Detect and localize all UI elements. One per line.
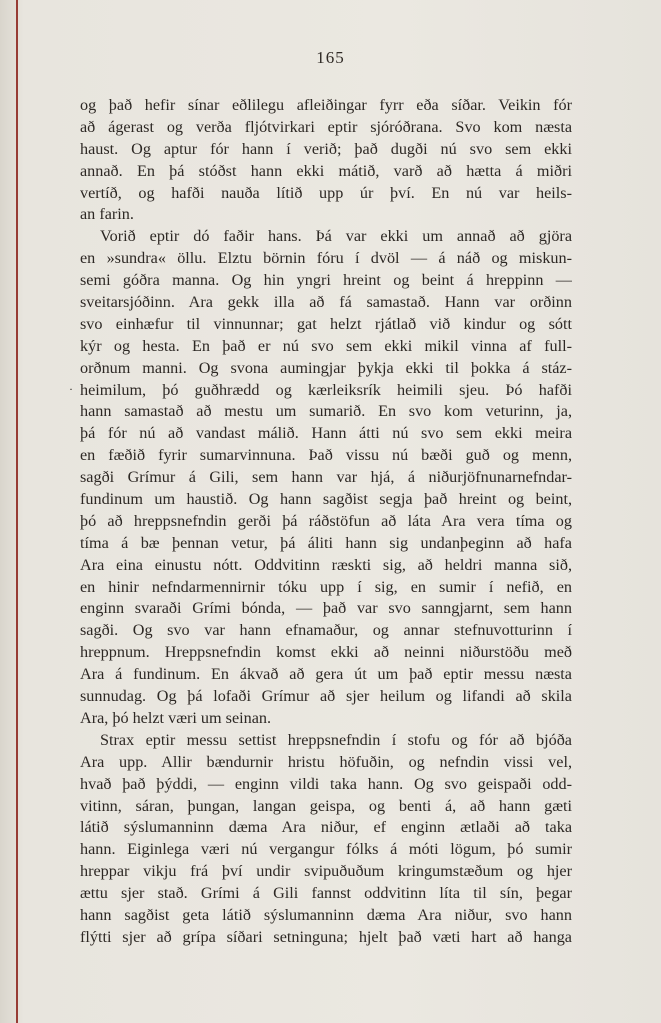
- text-line: en hinir nefndarmennirnir tóku upp í sig, en sumir í nefið, en: [80, 577, 572, 596]
- text-line: sagði Grímur á Gili, sem hann var hjá, á niðurjöfnunarnefndar-: [80, 468, 572, 487]
- text-line: vitinn, sáran, þungan, langan geispa, og benti á, að hann gæti: [80, 796, 572, 815]
- text-line: en fæðið fyrir sumarvinnuna. Það vissu nú bæði guð og menn,: [80, 446, 572, 465]
- text-line: hreppar vikju frá því undir svipuðuðum kringumstæðum og hjer: [80, 862, 572, 881]
- text-line: hann samastað að mestu um sumarið. En svo kom veturinn, ja,: [80, 402, 572, 421]
- text-line: annað. En þá stóðst hann ekki mátið, varð að hætta á miðri: [80, 161, 572, 180]
- text-line: hann sagðist geta látið sýslumanninn dæma Ara niður, svo hann: [80, 905, 572, 924]
- text-line: Ara upp. Allir bændurnir hristu höfuðin, og nefndin vissi vel,: [80, 752, 572, 771]
- text-line: haust. Og aptur fór hann í verið; það dugði nú svo sem ekki: [80, 139, 572, 158]
- text-line: orðnum manni. Og svona aumingjar þykja ekki til þokka á stáz-: [80, 358, 572, 377]
- text-line: kýr og hesta. En það er nú svo sem ekki mikil vinna af full-: [80, 336, 572, 355]
- text-line: Strax eptir messu settist hreppsnefndin í stofu og fór að bjóða: [100, 730, 572, 749]
- text-line: flýtti sjer að grípa síðari setninguna; hjelt það væti hart að hanga: [80, 927, 572, 946]
- text-line: látið sýslumanninn dæma Ara niður, ef enginn ætlaði að taka: [80, 818, 572, 837]
- page-gutter-edge: [16, 0, 18, 1023]
- margin-mark: ·: [69, 382, 73, 396]
- text-line: Ara eina einustu nótt. Oddvitinn ræskti sig, að heldri manna sið,: [80, 555, 572, 574]
- text-line: sagði. Og svo var hann efnamaður, og annar stefnuvotturinn í: [80, 621, 572, 640]
- text-line: og það hefir sínar eðlilegu afleiðingar fyrr eða síðar. Veikin fór: [80, 96, 572, 114]
- text-line: hann. Eiginlega væri nú vergangur fólks á móti lögum, þó sumir: [80, 840, 572, 859]
- text-line: Ara á fundinum. En ákvað að gera út um það eptir messu næsta: [80, 665, 572, 684]
- text-line: hvað það þýddi, — enginn vildi taka hann. Og svo geispaði odd-: [80, 774, 572, 793]
- text-line: þá fór nú að vandast málið. Hann átti nú svo sem ekki meira: [80, 424, 572, 443]
- text-line: semi góðra manna. Og hin yngri hreint og beint á hreppinn —: [80, 271, 572, 290]
- text-line: svo einhæfur til vinnunnar; gat helzt rjátlað við kindur og sótt: [80, 314, 572, 333]
- text-line: vertíð, og hafði nauða lítið upp úr því. En nú var heils-: [80, 183, 572, 202]
- text-line: hreppnum. Hreppsnefndin komst ekki að neinni niðurstöðu með: [80, 643, 572, 662]
- text-line: en »sundra« öllu. Elztu börnin fóru í dvöl — á náð og miskun-: [80, 249, 572, 268]
- page-number: 165: [316, 48, 345, 67]
- body-text: [80, 95, 572, 949]
- text-line: sunnudag. Og þá lofaði Grímur að sjer heilum og lifandi að skila: [80, 687, 572, 706]
- text-line: ættu sjer stað. Grími á Gili fannst oddvitinn líta til sín, þegar: [80, 884, 572, 903]
- text-line: að ágerast og verða fljótvirkari eptir sjóróðrana. Svo kom næsta: [80, 117, 572, 136]
- text-line: Vorið eptir dó faðir hans. Þá var ekki um annað að gjöra: [100, 227, 572, 246]
- text-line: þó að hreppsnefndin gerði þá ráðstöfun að láta Ara vera tíma og: [80, 511, 572, 530]
- text-line: enginn svaraði Grími bónda, — það var svo sanngjarnt, sem hann: [80, 599, 572, 618]
- text-line: sveitarsjóðinn. Ara gekk illa að fá samastað. Hann var orðinn: [80, 293, 572, 312]
- text-line: Ara, þó helzt væri um seinan.: [80, 708, 272, 727]
- text-line: tíma á bæ þennan vetur, þá áliti hann sig undanþeginn að hafa: [80, 533, 572, 552]
- text-line: an farin.: [80, 205, 134, 224]
- text-line: fundinum um haustið. Og hann sagðist segja það hreint og beint,: [80, 490, 572, 509]
- text-line: heimilum, þó guðhrædd og kærleiksrík heimili sjeu. Þó hafði: [80, 380, 572, 399]
